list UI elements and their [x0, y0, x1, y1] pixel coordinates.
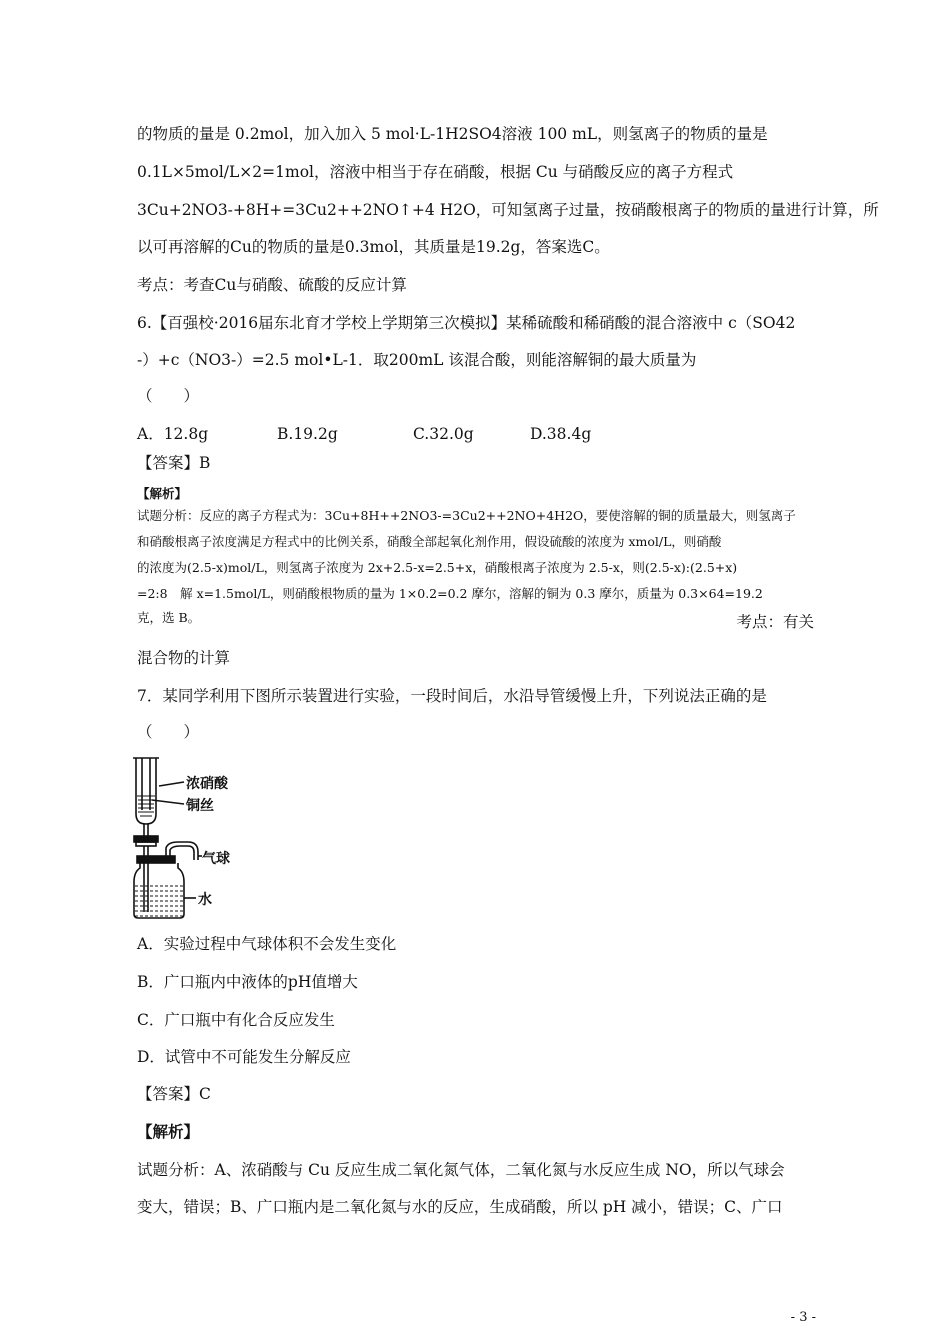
- label-copper-wire: 铜丝: [186, 798, 214, 814]
- q5-analysis-line-1: 的物质的量是 0.2mol，加入加入 5 mol·L-1H2SO4溶液 100 mL，则氢离子的物质的量是: [137, 125, 768, 143]
- q6-analysis-line-1: 试题分析：反应的离子方程式为：3Cu+8H++2NO3-=3Cu2++2NO+4H2O，要使溶解的铜的质量最大，则氢离子: [137, 508, 796, 523]
- label-concentrated-nitric-acid: 浓硝酸: [186, 776, 228, 792]
- q5-kaodian: 考点：考查Cu与硝酸、硫酸的反应计算: [137, 276, 407, 294]
- q6-answer: 【答案】B: [137, 454, 211, 472]
- q6-stem-line-2: -）+c（NO3-）=2.5 mol•L-1．取200mL 该混合酸，则能溶解铜的最大质量为: [137, 351, 697, 369]
- q6-option-d: D.38.4g: [530, 425, 592, 443]
- q5-analysis-line-3: 3Cu+2NO3-+8H+=3Cu2++2NO↑+4 H2O，可知氢离子过量，按硝酸根离子的物质的量进行计算，所: [137, 201, 879, 219]
- q7-analysis-title: 【解析】: [137, 1122, 200, 1141]
- q6-option-a: A．12.8g: [137, 425, 209, 443]
- q7-analysis-line-2: 变大，错误；B、广口瓶内是二氧化氮与水的反应，生成硝酸，所以 pH 减小，错误；C、广口: [137, 1198, 783, 1216]
- q7-stem: 7．某同学利用下图所示装置进行实验，一段时间后，水沿导管缓慢上升，下列说法正确的是: [137, 687, 767, 705]
- q7-answer: 【答案】C: [137, 1085, 211, 1103]
- q6-analysis-line-2: 和硝酸根离子浓度满足方程式中的比例关系，硝酸全部起氧化剂作用，假设硫酸的浓度为 xmol/L，则硝酸: [137, 534, 722, 549]
- q5-analysis-line-2: 0.1L×5mol/L×2=1mol，溶液中相当于存在硝酸，根据 Cu 与硝酸反应的离子方程式: [137, 163, 734, 181]
- q6-analysis-line-4: =2:8 解 x=1.5mol/L，则硝酸根物质的量为 1×0.2=0.2 摩尔，溶解的铜为 0.3 摩尔，质量为 0.3×64=19.2: [137, 586, 763, 601]
- page-number: - 3 -: [790, 1310, 816, 1325]
- q6-kaodian-part-1: 考点：有关: [736, 613, 814, 631]
- q6-analysis-title: 【解析】: [137, 486, 188, 501]
- q6-analysis-line-3: 的浓度为(2.5-x)mol/L，则氢离子浓度为 2x+2.5-x=2.5+x，硝酸根离子浓度为 2.5-x，则(2.5-x):(2.5+x): [137, 560, 738, 575]
- label-water: 水: [198, 892, 212, 908]
- q7-analysis-line-1: 试题分析：A、浓硝酸与 Cu 反应生成二氧化氮气体，二氧化氮与水反应生成 NO，所以气球会: [137, 1161, 785, 1179]
- q7-option-a: A．实验过程中气球体积不会发生变化: [137, 935, 397, 953]
- q6-options: [137, 424, 591, 444]
- q6-option-c: C.32.0g: [413, 425, 474, 443]
- q5-analysis-line-4: 以可再溶解的Cu的物质的量是0.3mol，其质量是19.2g，答案选C。: [137, 238, 610, 256]
- q7-answer-bracket: （ ）: [137, 723, 200, 741]
- q7-option-c: C．广口瓶中有化合反应发生: [137, 1011, 335, 1029]
- q6-kaodian-part-2: 混合物的计算: [137, 649, 231, 667]
- apparatus-figure: [132, 752, 262, 920]
- q6-analysis-line-5: 克，选 B。: [137, 610, 201, 625]
- q6-answer-bracket: （ ）: [137, 387, 200, 405]
- q7-option-b: B．广口瓶内中液体的pH值增大: [137, 973, 358, 991]
- q7-option-d: D．试管中不可能发生分解反应: [137, 1048, 351, 1066]
- label-balloon: 气球: [202, 851, 230, 867]
- q6-stem-line-1: 6.【百强校·2016届东北育才学校上学期第三次模拟】某稀硫酸和稀硝酸的混合溶液中 c（SO42: [137, 314, 796, 332]
- q6-option-b: B.19.2g: [277, 425, 338, 443]
